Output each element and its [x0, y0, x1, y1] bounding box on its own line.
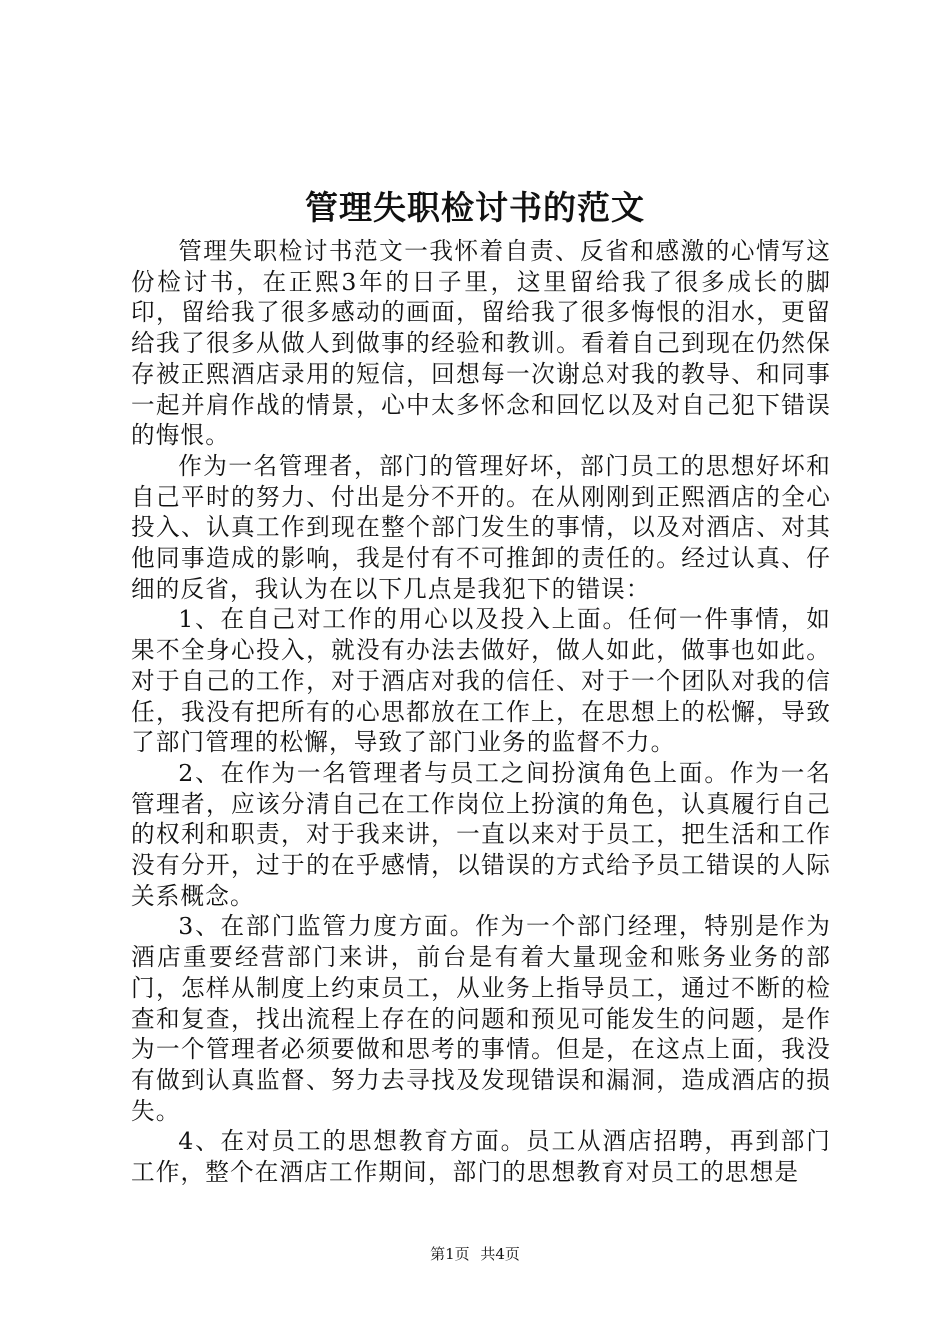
page-number: 第1页: [430, 1245, 470, 1263]
page-total: 共4页: [480, 1245, 520, 1263]
document-title: 管理失职检讨书的范文: [305, 188, 645, 227]
page-footer: [0, 1244, 950, 1264]
paragraph-point-4: 4、在对员工的思想教育方面。员工从酒店招聘，再到部门工作，整个在酒店工作期间，部门的思想教育对员工的思想是: [131, 1127, 831, 1187]
paragraph-responsibility: 作为一名管理者，部门的管理好坏，部门员工的思想好坏和自己平时的努力、付出是分不开的。在从刚刚到正熙酒店的全心投入、认真工作到现在整个部门发生的事情，以及对酒店、对其他同事造成的影响，我是付有不可推卸的责任的。经过认真、仔细的反省，我认为在以下几点是我犯下的错误：: [131, 451, 831, 603]
paragraph-point-1: 1、在自己对工作的用心以及投入上面。任何一件事情，如果不全身心投入，就没有办法去做好，做人如此，做事也如此。对于自己的工作，对于酒店对我的信任、对于一个团队对我的信任，我没有把所有的心思都放在工作上，在思想上的松懈，导致了部门管理的松懈，导致了部门业务的监督不力。: [131, 605, 831, 757]
document-body: [131, 236, 831, 1188]
paragraph-point-2: 2、在作为一名管理者与员工之间扮演角色上面。作为一名管理者，应该分清自己在工作岗位上扮演的角色，认真履行自己的权利和职责，对于我来讲，一直以来对于员工，把生活和工作没有分开，过于的在乎感情，以错误的方式给予员工错误的人际关系概念。: [131, 758, 831, 910]
paragraph-point-3: 3、在部门监管力度方面。作为一个部门经理，特别是作为酒店重要经营部门来讲，前台是有着大量现金和账务业务的部门，怎样从制度上约束员工，从业务上指导员工，通过不断的检查和复查，找出流程上存在的问题和预见可能发生的问题，是作为一个管理者必须要做和思考的事情。但是，在这点上面，我没有做到认真监督、努力去寻找及发现错误和漏洞，造成酒店的损失。: [131, 912, 831, 1125]
paragraph-intro: 管理失职检讨书范文一我怀着自责、反省和感激的心情写这份检讨书，在正熙3年的日子里，这里留给我了很多成长的脚印，留给我了很多感动的画面，留给我了很多悔恨的泪水，更留给我了很多从做人到做事的经验和教训。看着自己到现在仍然保存被正熙酒店录用的短信，回想每一次谢总对我的教导、和同事一起并肩作战的情景，心中太多怀念和回忆以及对自己犯下错误的悔恨。: [131, 237, 831, 450]
